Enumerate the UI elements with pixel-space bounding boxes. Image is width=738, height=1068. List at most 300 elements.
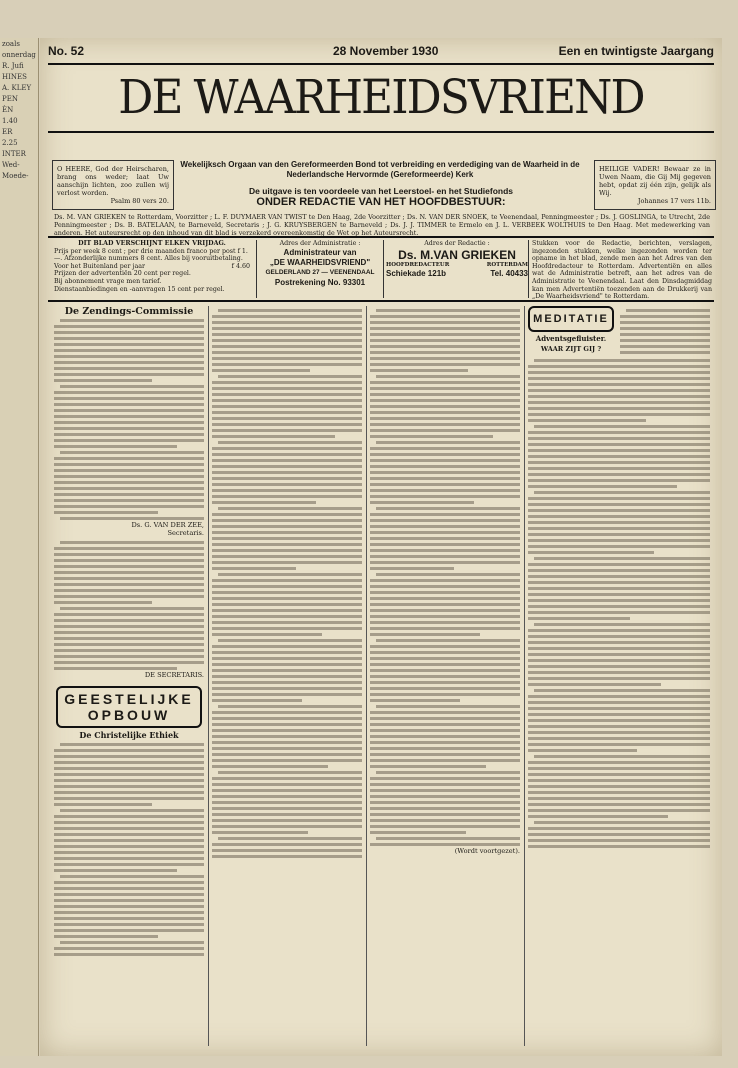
text-line (212, 681, 362, 684)
text-line (54, 589, 204, 592)
text-line (54, 595, 204, 598)
text-line (370, 831, 466, 834)
text-line (54, 833, 204, 836)
text-line (370, 633, 480, 636)
strip-text: 1.40 (2, 117, 18, 125)
text-line (60, 517, 204, 520)
text-line (54, 887, 204, 890)
strip-text: INTER (2, 150, 26, 158)
text-line (54, 839, 204, 842)
text-line (212, 423, 362, 426)
column-rule (524, 306, 525, 1046)
divider (48, 236, 714, 238)
text-line (54, 553, 204, 556)
text-line (212, 381, 362, 384)
admin-name: Administrateur van (283, 247, 357, 257)
text-line (528, 485, 677, 488)
text-line (212, 735, 362, 738)
text-line (54, 779, 204, 782)
text-line (370, 843, 520, 846)
text-line (54, 667, 177, 670)
text-line (60, 319, 204, 322)
text-line (528, 437, 710, 440)
text-line (54, 433, 204, 436)
text-line (528, 515, 710, 518)
text-line (212, 627, 362, 630)
text-line (534, 557, 710, 560)
text-line (212, 525, 362, 528)
text-line (528, 401, 710, 404)
admin-giro: Postrekening No. 93301 (274, 277, 366, 287)
text-line (60, 541, 204, 544)
text-line (370, 783, 520, 786)
text-line (212, 321, 362, 324)
text-line (54, 493, 204, 496)
strip-text: ÈN (2, 106, 14, 114)
text-line (528, 467, 710, 470)
text-line (370, 693, 520, 696)
text-line (620, 333, 710, 336)
editor-role: HOOFDREDACTEUR (386, 261, 450, 268)
text-line (212, 621, 362, 624)
editor-name: Ds. M.VAN GRIEKEN (398, 247, 516, 262)
submission-notice: Stukken voor de Redactie, berichten, verslagen, ingezonden stukken, welke ingezonden worden ter opname in het blad, zende men aan het Adres van den Hoofdredacteur te Rotterdam. Advertentiën en alles wat de Administratie betreft, aan het adres van de Administratie te Veenendaal. Laat den Dinsdagmiddag kan men Advertentiën toezenden aan de Drukkerij van „De Waarheidsvriend" te Rotterdam. (532, 240, 712, 301)
text-line (212, 429, 362, 432)
subscription-title: DIT BLAD VERSCHIJNT ELKEN VRIJDAG. (78, 240, 226, 247)
text-line (528, 701, 710, 704)
text-line (370, 465, 520, 468)
text-line (54, 797, 204, 800)
article-body (370, 309, 520, 846)
text-line (212, 411, 362, 414)
text-line (60, 607, 204, 610)
text-line (528, 647, 710, 650)
text-line (212, 483, 362, 486)
text-line (212, 471, 362, 474)
text-line (370, 753, 520, 756)
text-line (370, 825, 520, 828)
quote-left-text: O HEERE, God der Heirscharen, brang ons weder; laat Uw aanschijn lichten, zoo zullen wij verlost worden. (57, 165, 169, 197)
text-line (212, 519, 362, 522)
text-line (534, 755, 710, 758)
text-line (54, 631, 204, 634)
text-line (212, 459, 362, 462)
text-line (370, 579, 520, 582)
banner-text: GEESTELIJKE OPBOUW (64, 690, 194, 723)
text-line (54, 427, 204, 430)
text-line (376, 441, 520, 444)
text-line (376, 705, 520, 708)
text-line (54, 845, 204, 848)
quote-right-text: HEILIGE VADER! Bewaar ze in Uwen Naam, die Gij Mij gegeven hebt, opdat zij één zijn, gelijk als Wij. (599, 165, 711, 197)
strip-text: onnerdag (2, 51, 36, 59)
text-line (212, 669, 362, 672)
text-line (370, 663, 520, 666)
text-line (528, 779, 710, 782)
text-line (370, 813, 520, 816)
text-line (528, 653, 710, 656)
quote-left-ref: Psalm 80 vers 20. (110, 197, 169, 205)
text-line (528, 737, 710, 740)
text-line (370, 351, 520, 354)
text-line (370, 387, 520, 390)
text-line (370, 393, 520, 396)
text-line (54, 761, 204, 764)
text-line (212, 393, 362, 396)
text-line (54, 391, 204, 394)
article-subtitle: De Christelijke Ethiek (79, 729, 179, 740)
text-line (212, 489, 362, 492)
text-line (528, 809, 710, 812)
signature: DE SECRETARIS. (144, 670, 204, 679)
text-line (528, 773, 710, 776)
text-line (218, 705, 362, 708)
text-line (54, 637, 204, 640)
text-line (212, 549, 362, 552)
text-line (370, 417, 520, 420)
text-line (370, 711, 520, 714)
text-line (528, 371, 710, 374)
text-line (212, 387, 362, 390)
text-line (212, 777, 362, 780)
text-line (528, 677, 710, 680)
text-line (218, 441, 362, 444)
text-line (528, 635, 710, 638)
text-line (528, 605, 710, 608)
text-line (528, 551, 654, 554)
text-line (54, 923, 204, 926)
divider (48, 63, 714, 65)
text-line (54, 469, 204, 472)
text-line (54, 349, 204, 352)
text-line (54, 409, 204, 412)
text-line (370, 723, 520, 726)
ads-line: Prijzen der advertentiën 20 cent per regel. (54, 270, 191, 278)
fund-line: De uitgave is ten voordeele van het Leerstoel- en het Studiefonds (248, 186, 514, 196)
text-line (528, 509, 710, 512)
text-line (528, 473, 710, 476)
text-line (370, 765, 486, 768)
text-line (620, 345, 710, 348)
text-line (54, 373, 204, 376)
editor-city: ROTTERDAM (486, 261, 528, 268)
text-line (370, 321, 520, 324)
strip-text: Wed- (2, 161, 20, 169)
text-line (212, 795, 362, 798)
text-line (528, 761, 710, 764)
text-line (54, 821, 204, 824)
editor-phone: Tel. 40433 (490, 269, 528, 279)
text-line (212, 819, 362, 822)
text-line (528, 671, 710, 674)
editorial-board: Ds. M. VAN GRIEKEN te Rotterdam, Voorzitter ; L. F. DUYMAER VAN TWIST te Den Haag, 2de Voorzitter ; Ds. N. VAN DER SNOEK, te Veenendaal, Penningmeester ; Ds. J. GOSLINGA, te Utrecht, 2de Penningmeester ; Ds. B. BATELAAN, te Barneveld, Secretaris ; J. G. KRUYSBERGEN te Barneveld ; Ds. J. J. TIMMER te Ermelo en J. L. VERBEEK WOLTHUIS te Den Haag. Met medewerking van anderen. Het auteursrecht op den inhoud van dit blad is verzekerd overeenkomstig de Wet op het Auteursrecht. (54, 213, 710, 237)
text-line (528, 707, 710, 710)
text-line (212, 579, 362, 582)
text-line (54, 911, 204, 914)
text-line (528, 683, 661, 686)
text-line (370, 525, 520, 528)
text-line (528, 845, 710, 848)
text-line (212, 597, 362, 600)
text-line (54, 755, 204, 758)
text-line (54, 463, 204, 466)
text-line (54, 343, 204, 346)
text-line (212, 339, 362, 342)
strip-text: R. Jufi (2, 62, 24, 70)
text-line (370, 657, 520, 660)
text-line (528, 455, 710, 458)
text-line (370, 819, 520, 822)
text-line (370, 345, 520, 348)
text-line (370, 411, 520, 414)
text-line (528, 713, 710, 716)
text-line (218, 507, 362, 510)
text-line (212, 465, 362, 468)
text-line (212, 783, 362, 786)
column-rule (366, 306, 367, 1046)
text-line (376, 837, 520, 840)
abroad-label: Voor het Buitenland per jaar (54, 262, 145, 270)
section-banner (56, 686, 202, 728)
text-line (212, 351, 362, 354)
text-line (528, 629, 710, 632)
text-line (212, 789, 362, 792)
text-line (528, 599, 710, 602)
text-line (528, 575, 710, 578)
text-line (212, 651, 362, 654)
text-line (370, 735, 520, 738)
text-line (620, 351, 710, 354)
text-line (528, 395, 710, 398)
text-line (54, 499, 204, 502)
issue-number: No. 52 (48, 44, 85, 58)
text-line (54, 547, 204, 550)
article-body (54, 319, 204, 520)
text-line (370, 543, 520, 546)
masthead: DE WAARHEIDSVRIEND (118, 70, 644, 125)
text-line (528, 767, 710, 770)
subscription-info (54, 240, 250, 298)
text-line (212, 333, 362, 336)
text-line (212, 825, 362, 828)
article-body (620, 306, 710, 356)
text-line (528, 389, 710, 392)
text-line (54, 947, 204, 950)
text-line (54, 649, 204, 652)
text-line (370, 489, 520, 492)
text-line (370, 651, 520, 654)
text-line (370, 513, 520, 516)
text-line (54, 421, 204, 424)
text-line (370, 789, 520, 792)
text-line (212, 675, 362, 678)
text-line (54, 325, 204, 328)
text-line (370, 687, 520, 690)
text-line (370, 357, 520, 360)
text-line (54, 857, 204, 860)
admin-street: GELDERLAND 27 — VEENENDAAL (265, 268, 375, 276)
text-line (528, 725, 710, 728)
signature-name: Ds. G. VAN DER ZEE, (131, 520, 204, 529)
text-line (370, 315, 520, 318)
text-line (212, 369, 310, 372)
text-line (212, 849, 362, 852)
text-line (370, 585, 520, 588)
text-line (54, 851, 204, 854)
text-line (370, 369, 468, 372)
text-line (370, 609, 520, 612)
text-line (54, 785, 204, 788)
text-line (370, 699, 460, 702)
divider (48, 131, 714, 133)
text-line (54, 481, 204, 484)
text-line (534, 425, 710, 428)
text-line (534, 689, 710, 692)
text-line (528, 617, 630, 620)
admin-label: Adres der Administratie : (279, 240, 361, 247)
strip-text: PEN (2, 95, 18, 103)
text-line (54, 773, 204, 776)
text-line (370, 405, 520, 408)
text-line (54, 487, 204, 490)
text-line (376, 771, 520, 774)
column-3 (370, 306, 520, 1046)
text-line (54, 403, 204, 406)
text-line (212, 813, 362, 816)
text-line (528, 413, 710, 416)
text-line (54, 445, 177, 448)
text-line (534, 491, 710, 494)
text-line (54, 893, 204, 896)
text-line (54, 929, 204, 932)
meditation-subtitle: Adventsgefluister. (535, 334, 607, 343)
text-line (370, 747, 520, 750)
text-line (528, 581, 710, 584)
text-line (54, 415, 204, 418)
text-line (528, 461, 710, 464)
strip-text: ER (2, 128, 13, 136)
text-line (528, 545, 710, 548)
meditation-banner-text: MEDITATIE (533, 313, 609, 325)
text-line (54, 397, 204, 400)
text-line (370, 459, 520, 462)
text-line (54, 337, 204, 340)
text-line (528, 533, 710, 536)
text-line (370, 549, 520, 552)
text-line (528, 719, 710, 722)
strip-text: Moede- (2, 172, 29, 180)
text-line (212, 513, 362, 516)
text-line (370, 681, 520, 684)
text-line (370, 675, 520, 678)
text-line (212, 729, 362, 732)
text-line (54, 869, 177, 872)
text-line (212, 585, 362, 588)
text-line (370, 591, 520, 594)
text-line (54, 577, 204, 580)
text-line (54, 367, 204, 370)
column-2 (212, 306, 362, 1046)
text-line (60, 385, 204, 388)
text-line (528, 833, 710, 836)
text-line (212, 531, 362, 534)
text-line (534, 623, 710, 626)
text-line (54, 827, 204, 830)
text-line (54, 505, 204, 508)
text-line (376, 573, 520, 576)
text-line (218, 573, 362, 576)
editor-street: Schiekade 121b (386, 269, 447, 279)
text-line (212, 447, 362, 450)
text-line (212, 855, 362, 858)
text-line (528, 839, 710, 842)
text-line (376, 375, 520, 378)
text-line (620, 321, 710, 324)
article-body (212, 309, 362, 858)
text-line (370, 615, 520, 618)
text-line (218, 309, 362, 312)
text-line (212, 831, 308, 834)
text-line (54, 361, 204, 364)
text-line (54, 767, 204, 770)
abroad-price-row (54, 263, 250, 271)
text-line (54, 899, 204, 902)
text-line (370, 423, 520, 426)
text-line (212, 399, 362, 402)
text-line (370, 759, 520, 762)
text-line (370, 669, 520, 672)
text-line (376, 309, 520, 312)
text-line (370, 795, 520, 798)
editor-role-row (386, 262, 528, 270)
text-line (212, 801, 362, 804)
text-line (212, 693, 362, 696)
meditation-banner (528, 306, 614, 332)
text-line (212, 537, 362, 540)
text-line (212, 747, 362, 750)
adjacent-page-strip (0, 38, 39, 1056)
text-line (528, 569, 710, 572)
text-line (370, 597, 520, 600)
text-line (54, 457, 204, 460)
text-line (370, 483, 520, 486)
text-line (212, 759, 362, 762)
text-line (528, 743, 710, 746)
text-line (54, 917, 204, 920)
text-line (370, 381, 520, 384)
text-line (212, 453, 362, 456)
text-line (528, 431, 710, 434)
text-line (212, 615, 362, 618)
strip-text: A. KLEY (2, 84, 32, 92)
volume: Een en twintigste Jaargang (558, 44, 714, 58)
text-line (212, 717, 362, 720)
strip-text: HINES (2, 73, 27, 81)
text-line (212, 345, 362, 348)
text-line (528, 377, 710, 380)
text-line (370, 555, 520, 558)
text-line (54, 559, 204, 562)
text-line (60, 451, 204, 454)
text-line (528, 479, 710, 482)
text-line (60, 743, 204, 746)
text-line (212, 501, 316, 504)
text-line (370, 435, 493, 438)
admin-paper: „DE WAARHEIDSVRIEND" (269, 257, 371, 267)
article-body (54, 743, 204, 956)
text-line (370, 729, 520, 732)
text-line (218, 771, 362, 774)
